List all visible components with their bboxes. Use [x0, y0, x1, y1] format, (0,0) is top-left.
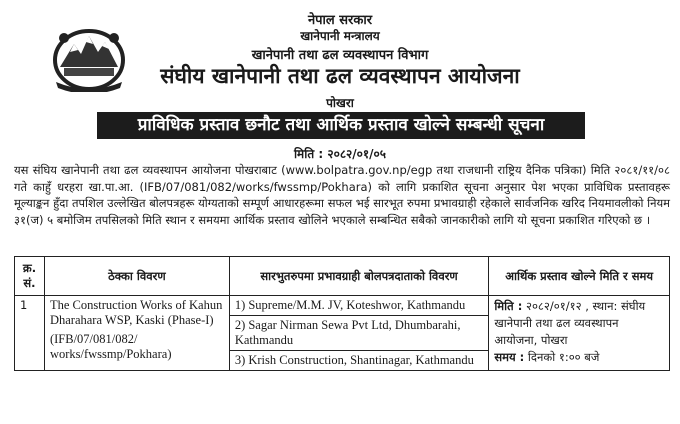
header-opening: आर्थिक प्रस्ताव खोल्ने मिति र समय	[489, 257, 670, 296]
header-bidders: सारभुतरुपमा प्रभावग्राही बोलपत्रदाताको विवरण	[229, 257, 489, 296]
city-name: पोखरा	[326, 96, 354, 110]
row-sn: 1	[15, 296, 45, 371]
time-value: दिनको १:०० बजे	[527, 350, 600, 364]
contract-cell	[44, 296, 229, 371]
header-contract: ठेक्का विवरण	[44, 257, 229, 296]
time-label: समय :	[494, 350, 525, 364]
department-name: खानेपानी तथा ढल व्यवस्थापन विभाग	[251, 48, 429, 63]
ministry-name: खानेपानी मन्त्रालय	[300, 29, 380, 43]
bidders-cell	[229, 296, 489, 371]
date-value: २०८२/०१/१२ , स्थान: संघीय खानेपानी तथा ढल व्यवस्थापन आयोजना, पोखरा	[494, 299, 646, 347]
notice-body-text: यस संघिय खानेपानी तथा ढल व्यवस्थापन आयोजना पोखराबाट (www.bolpatra.gov.np/egp तथा राजधानी राष्ट्रिय दैनिक पत्रिका) मिति २०८१/११/०८ गते काहुँ धरहरा खा.पा.आ. (IFB/07/081/082/works/fwssmp/Pokhara) को लागि प्रकाशित सूचना अनुसार पेश भएका प्राविधिक प्रस्तावहरू मूल्याङ्कन हुँदा तपशिल उल्लेखित बोलपत्रहरू योग्यताको सम्पूर्ण आधारहरूमा सफल भई सारभूत रुपमा प्रभावग्राही रहेकाले सार्वजनिक खरिद नियमावलीको नियम ३१(ज) ५ बमोजिम तपसिलको मिति स्थान र समयमा आर्थिक प्रस्ताव खोलिने भएकाले सम्बन्धित सबैको जानकारीको लागि यो सूचना प्रकाशित गरिएको छ ।	[14, 163, 670, 227]
table-header-row	[15, 257, 670, 296]
header-sn: क्र. सं.	[15, 257, 45, 296]
government-name: नेपाल सरकार	[307, 13, 373, 28]
project-name: संघीय खानेपानी तथा ढल व्यवस्थापन आयोजना	[160, 63, 520, 88]
opening-cell	[489, 296, 670, 371]
table-row	[15, 296, 670, 371]
bidder-item: 2) Sagar Nirman Sewa Pvt Ltd, Dhumbarahi, Kathmandu	[230, 316, 489, 351]
contract-name: The Construction Works of Kahun Dharahara WSP, Kaski (Phase-I)	[49, 298, 223, 327]
notice-title: प्राविधिक प्रस्ताव छनौट तथा आर्थिक प्रस्ताव खोल्ने सम्बन्धी सूचना	[97, 112, 585, 139]
bid-table	[14, 256, 670, 371]
bidder-item: 1) Supreme/M.M. JV, Koteshwor, Kathmandu	[230, 296, 489, 316]
date-label: मिति :	[494, 299, 523, 313]
notice-date: मिति : २०८२/०१/०५	[293, 147, 387, 161]
opening-date	[494, 298, 664, 349]
notice-body	[14, 162, 670, 228]
contract-ref: (IFB/07/081/082/ works/fwssmp/Pokhara)	[49, 332, 172, 361]
bidder-item: 3) Krish Construction, Shantinagar, Kathmandu	[234, 353, 474, 367]
opening-time	[494, 349, 664, 366]
